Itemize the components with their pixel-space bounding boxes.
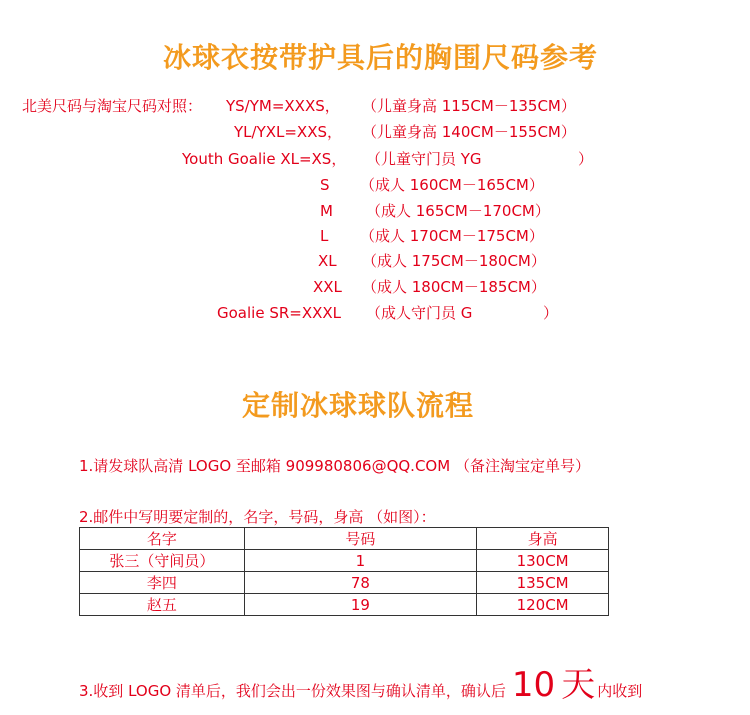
step-3-suffix: 内收到 — [597, 682, 643, 700]
size-note: （成人 170CM－175CM） — [360, 227, 544, 245]
size-note-close: ） — [578, 150, 594, 168]
size-label: Goalie SR=XXXL — [217, 304, 342, 322]
size-note: （成人 175CM－180CM） — [362, 252, 546, 270]
step-3-text: 3.收到 LOGO 清单后，我们会出一份效果图与确认清单，确认后 — [79, 682, 506, 700]
size-note: （成人 165CM－170CM） — [366, 202, 550, 220]
step-3 — [79, 665, 643, 705]
table-cell: 李四 — [80, 572, 245, 594]
step-3-days-unit: 天 — [561, 665, 596, 705]
order-table — [79, 527, 609, 616]
size-title: 冰球衣按带护具后的胸围尺码参考 — [163, 41, 599, 74]
table-cell: 135CM — [477, 572, 609, 594]
table-cell: 120CM — [477, 594, 609, 616]
table-row — [80, 550, 609, 572]
size-label: XXL — [313, 278, 342, 296]
table-cell: 赵五 — [80, 594, 245, 616]
table-cell: 1 — [244, 550, 477, 572]
table-header-cell: 号码 — [244, 528, 477, 550]
size-intro: 北美尺码与淘宝尺码对照： — [22, 97, 203, 115]
table-header-cell: 身高 — [477, 528, 609, 550]
table-row — [80, 572, 609, 594]
size-label: YS/YM=XXXS， — [226, 97, 340, 115]
size-note: （成人 180CM－185CM） — [362, 278, 546, 296]
step-3-days-number: 10 — [511, 665, 556, 705]
size-label: Youth Goalie XL=XS， — [182, 150, 347, 168]
table-cell: 19 — [244, 594, 477, 616]
table-header-cell: 名字 — [80, 528, 245, 550]
step-1: 1.请发球队高清 LOGO 至邮箱 909980806@QQ.COM （备注淘宝定单号） — [79, 457, 590, 475]
size-note: （儿童身高 115CM－135CM） — [362, 97, 576, 115]
size-note-close: ） — [543, 304, 559, 322]
table-cell: 78 — [244, 572, 477, 594]
process-title: 定制冰球球队流程 — [242, 389, 475, 422]
size-label: S — [320, 176, 330, 194]
size-label: L — [320, 227, 329, 245]
size-label: XL — [318, 252, 337, 270]
size-note: （成人守门员 G — [366, 304, 473, 322]
table-cell: 张三（守间员） — [80, 550, 245, 572]
size-note: （成人 160CM－165CM） — [360, 176, 544, 194]
step-2: 2.邮件中写明要定制的，名字，号码，身高 （如图）： — [79, 508, 436, 526]
size-label: M — [320, 202, 333, 220]
size-label: YL/YXL=XXS， — [234, 123, 343, 141]
size-note: （儿童身高 140CM－155CM） — [362, 123, 576, 141]
table-header-row — [80, 528, 609, 550]
table-cell: 130CM — [477, 550, 609, 572]
size-note: （儿童守门员 YG — [366, 150, 482, 168]
table-row — [80, 594, 609, 616]
